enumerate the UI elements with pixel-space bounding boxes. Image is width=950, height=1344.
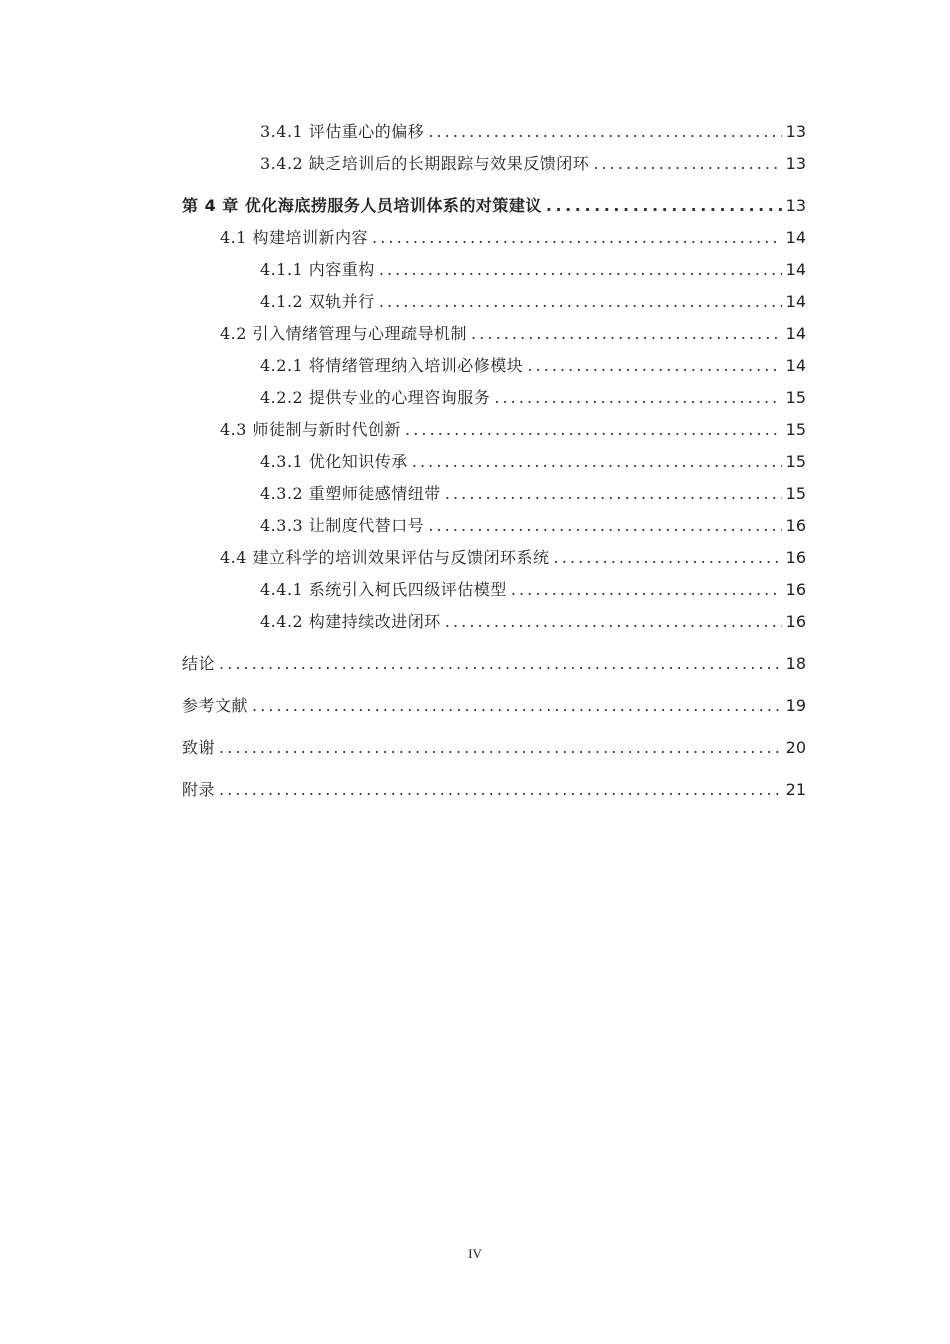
toc-entry-page: 19: [785, 696, 806, 715]
toc-entry-references[interactable]: [182, 690, 806, 722]
dot-leader: [405, 414, 782, 446]
dot-leader: [372, 222, 782, 254]
toc-entry[interactable]: [182, 574, 806, 606]
dot-leader: [511, 574, 782, 606]
dot-leader: [428, 510, 781, 542]
toc-entry-title: 4.4.2 构建持续改进闭环: [260, 612, 441, 631]
toc-entry[interactable]: [182, 414, 806, 446]
toc-entry-page: 18: [785, 654, 806, 673]
toc-entry-title: 第 4 章 优化海底捞服务人员培训体系的对策建议: [182, 196, 542, 215]
dot-leader: [219, 648, 782, 680]
toc-entry-title: 附录: [182, 780, 216, 799]
toc-entry-page: 14: [785, 228, 806, 247]
dot-leader: [252, 690, 782, 722]
toc-entry-title: 4.4 建立科学的培训效果评估与反馈闭环系统: [220, 548, 550, 567]
toc-entry-title: 结论: [182, 654, 216, 673]
toc-entry-page: 21: [785, 780, 806, 799]
toc-chapter-entry[interactable]: [182, 190, 806, 222]
dot-leader: [379, 254, 782, 286]
dot-leader: [494, 382, 781, 414]
dot-leader: [527, 350, 781, 382]
toc-entry-page: 14: [785, 292, 806, 311]
toc-entry-page: 16: [785, 580, 806, 599]
toc-entry[interactable]: [182, 510, 806, 542]
toc-entry-page: 13: [785, 196, 806, 215]
dot-leader: [445, 478, 782, 510]
toc-entry-page: 15: [785, 388, 806, 407]
toc-entry-title: 4.2 引入情绪管理与心理疏导机制: [220, 324, 468, 343]
toc-entry-page: 15: [785, 452, 806, 471]
toc-entry-title: 4.3.1 优化知识传承: [260, 452, 408, 471]
toc-entry-title: 4.4.1 系统引入柯氏四级评估模型: [260, 580, 507, 599]
toc-entry-title: 3.4.1 评估重心的偏移: [260, 122, 425, 141]
dot-leader: [428, 116, 781, 148]
toc-entry[interactable]: [182, 116, 806, 148]
toc-entry-acknowledgements[interactable]: [182, 732, 806, 764]
dot-leader: [554, 542, 782, 574]
toc-entry[interactable]: [182, 446, 806, 478]
toc-entry[interactable]: [182, 318, 806, 350]
toc-entry-page: 15: [785, 420, 806, 439]
dot-leader: [546, 190, 782, 222]
toc-entry-page: 15: [785, 484, 806, 503]
toc-entry-page: 16: [785, 612, 806, 631]
toc-entry-title: 4.2.1 将情绪管理纳入培训必修模块: [260, 356, 524, 375]
dot-leader: [593, 148, 781, 180]
toc-entry-title: 4.1 构建培训新内容: [220, 228, 369, 247]
toc-entry-title: 4.3.2 重塑师徒感情纽带: [260, 484, 441, 503]
toc-entry-page: 16: [785, 548, 806, 567]
toc-entry[interactable]: [182, 148, 806, 180]
toc-entry-page: 20: [785, 738, 806, 757]
toc-entry-title: 4.3 师徒制与新时代创新: [220, 420, 402, 439]
toc-entry-title: 4.1.1 内容重构: [260, 260, 375, 279]
dot-leader: [445, 606, 782, 638]
dot-leader: [412, 446, 782, 478]
dot-leader: [219, 732, 782, 764]
dot-leader: [219, 774, 782, 806]
toc-entry-title: 4.1.2 双轨并行: [260, 292, 375, 311]
toc-entry[interactable]: [182, 350, 806, 382]
toc-entry-conclusion[interactable]: [182, 648, 806, 680]
toc-entry-title: 4.2.2 提供专业的心理咨询服务: [260, 388, 491, 407]
toc-entry[interactable]: [182, 254, 806, 286]
toc-entry-page: 16: [785, 516, 806, 535]
toc-entry-page: 14: [785, 356, 806, 375]
toc-entry[interactable]: [182, 606, 806, 638]
toc-entry-page: 13: [785, 154, 806, 173]
toc-entry-page: 14: [785, 260, 806, 279]
toc-entry[interactable]: [182, 542, 806, 574]
toc-entry[interactable]: [182, 286, 806, 318]
toc-entry[interactable]: [182, 222, 806, 254]
toc-entry-page: 14: [785, 324, 806, 343]
toc-entry-page: 13: [785, 122, 806, 141]
toc-entry-title: 4.3.3 让制度代替口号: [260, 516, 425, 535]
dot-leader: [471, 318, 782, 350]
toc-entry[interactable]: [182, 478, 806, 510]
dot-leader: [379, 286, 782, 318]
toc-entry-appendix[interactable]: [182, 774, 806, 806]
toc-entry[interactable]: [182, 382, 806, 414]
toc-entry-title: 3.4.2 缺乏培训后的长期跟踪与效果反馈闭环: [260, 154, 590, 173]
toc-entry-title: 参考文献: [182, 696, 249, 715]
toc-entry-title: 致谢: [182, 738, 216, 757]
table-of-contents: [182, 116, 806, 806]
page-number-footer: IV: [468, 1246, 482, 1261]
